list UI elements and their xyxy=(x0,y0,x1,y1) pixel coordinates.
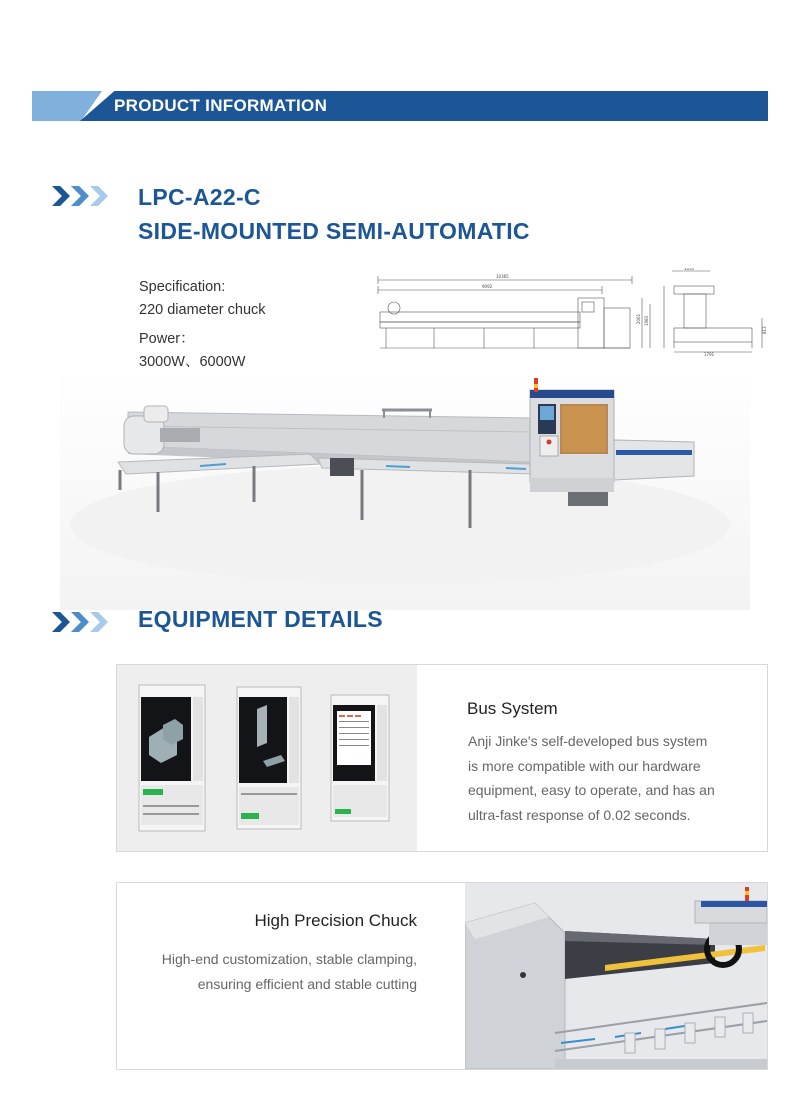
feature-card-bus-system xyxy=(116,664,768,852)
dim-overall: 10365 xyxy=(496,274,509,279)
chuck-line: High-end customization, stable clamping, xyxy=(161,951,417,967)
dim-inner: 9092 xyxy=(482,284,493,289)
chuck-photo xyxy=(465,883,767,1069)
feature-card-high-precision-chuck xyxy=(116,882,768,1070)
bus-system-line: equipment, easy to operate, and has an xyxy=(468,782,715,798)
chuck-description xyxy=(162,947,417,996)
machine-render xyxy=(60,370,750,610)
chuck-render-image xyxy=(465,883,767,1069)
technical-drawing xyxy=(374,268,768,356)
banner-title: PRODUCT INFORMATION xyxy=(114,96,328,115)
dim-side-bottom: 1791 xyxy=(704,352,715,356)
triple-arrow-icon xyxy=(52,612,108,632)
bus-system-line: Anji Jinke's self-developed bus system xyxy=(468,733,708,749)
dim-height-2: 1983 xyxy=(644,315,649,326)
power-value: 3000W、6000W xyxy=(139,354,246,370)
product-title xyxy=(138,180,530,248)
triple-arrow-icon xyxy=(52,186,108,206)
product-subtitle: SIDE-MOUNTED SEMI-AUTOMATIC xyxy=(138,218,530,244)
dim-height-1: 2061 xyxy=(636,313,641,324)
bus-system-heading: Bus System xyxy=(467,699,558,718)
header-banner xyxy=(32,91,768,121)
dim-side-right: 813 xyxy=(762,326,767,334)
chuck-line: ensuring efficient and stable cutting xyxy=(197,975,417,992)
software-screens-image xyxy=(117,665,417,851)
chuck-heading: High Precision Chuck xyxy=(254,911,417,930)
bus-system-description xyxy=(468,729,715,827)
bus-system-line: ultra-fast response of 0.02 seconds. xyxy=(468,806,691,823)
equipment-details-title: EQUIPMENT DETAILS xyxy=(138,606,383,632)
power-label: Power： xyxy=(139,331,195,347)
product-model: LPC-A22-C xyxy=(138,184,261,210)
spec-label: Specification: xyxy=(139,279,226,295)
dim-side-top: 1051 xyxy=(684,268,695,271)
spec-value: 220 diameter chuck xyxy=(139,302,266,318)
bus-system-line: is more compatible with our hardware xyxy=(468,757,701,774)
spec-block xyxy=(139,276,266,374)
software-screenshots xyxy=(117,665,417,851)
